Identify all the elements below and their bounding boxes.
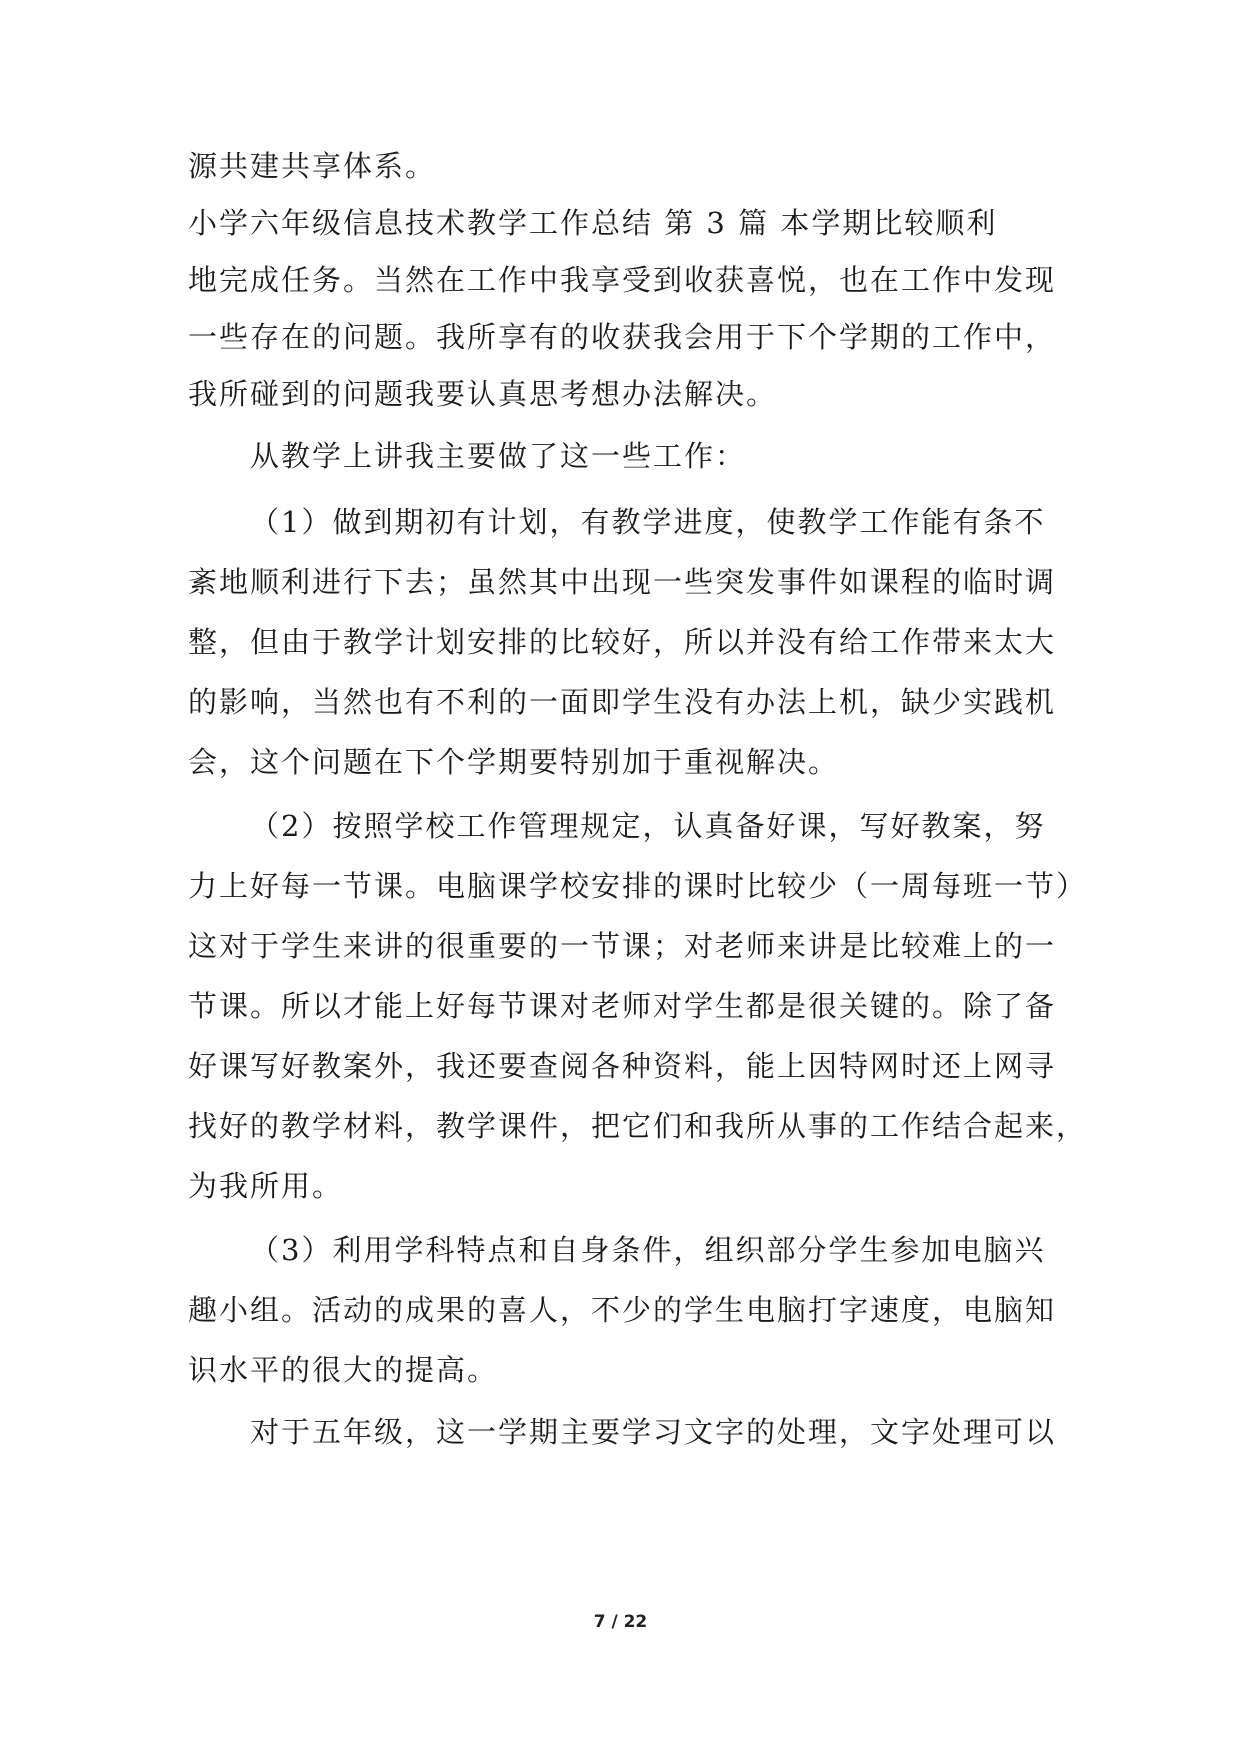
text-line: 一些存在的问题。我所享有的收获我会用于下个学期的工作中， — [188, 320, 1057, 354]
text-line: （1）做到期初有计划，有教学进度，使教学工作能有条不 — [250, 505, 1046, 539]
text-line: 为我所用。 — [188, 1169, 344, 1203]
text-line: 对于五年级，这一学期主要学习文字的处理，文字处理可以 — [250, 1415, 1057, 1449]
text-line: 我所碰到的问题我要认真思考想办法解决。 — [188, 377, 778, 411]
text-line: （3）利用学科特点和自身条件，组织部分学生参加电脑兴 — [250, 1233, 1046, 1267]
text-line: 小学六年级信息技术教学工作总结 第 3 篇 本学期比较顺利 — [188, 206, 998, 240]
page-number: 7 / 22 — [593, 1612, 648, 1632]
text-line: 趣小组。活动的成果的喜人，不少的学生电脑打字速度，电脑知 — [188, 1293, 1057, 1327]
text-line: 地完成任务。当然在工作中我享受到收获喜悦，也在工作中发现 — [188, 263, 1057, 297]
text-line: 紊地顺利进行下去；虽然其中出现一些突发事件如课程的临时调 — [188, 565, 1057, 599]
text-line: 好课写好教案外，我还要查阅各种资料，能上因特网时还上网寻 — [188, 1049, 1057, 1083]
text-line: 会，这个问题在下个学期要特别加于重视解决。 — [188, 745, 840, 779]
text-line: 这对于学生来讲的很重要的一节课；对老师来讲是比较难上的一 — [188, 929, 1057, 963]
text-line: 的影响，当然也有不利的一面即学生没有办法上机，缺少实践机 — [188, 685, 1057, 719]
text-line: 从教学上讲我主要做了这一些工作： — [250, 439, 747, 473]
text-line: 力上好每一节课。电脑课学校安排的课时比较少（一周每班一节） — [188, 869, 1088, 903]
text-line: 整，但由于教学计划安排的比较好，所以并没有给工作带来太大 — [188, 625, 1057, 659]
text-line: （2）按照学校工作管理规定，认真备好课，写好教案，努 — [250, 809, 1046, 843]
text-line: 源共建共享体系。 — [188, 149, 437, 183]
text-line: 节课。所以才能上好每节课对老师对学生都是很关键的。除了备 — [188, 989, 1057, 1023]
text-line: 找好的教学材料，教学课件，把它们和我所从事的工作结合起来， — [188, 1109, 1088, 1143]
text-line: 识水平的很大的提高。 — [188, 1353, 499, 1387]
